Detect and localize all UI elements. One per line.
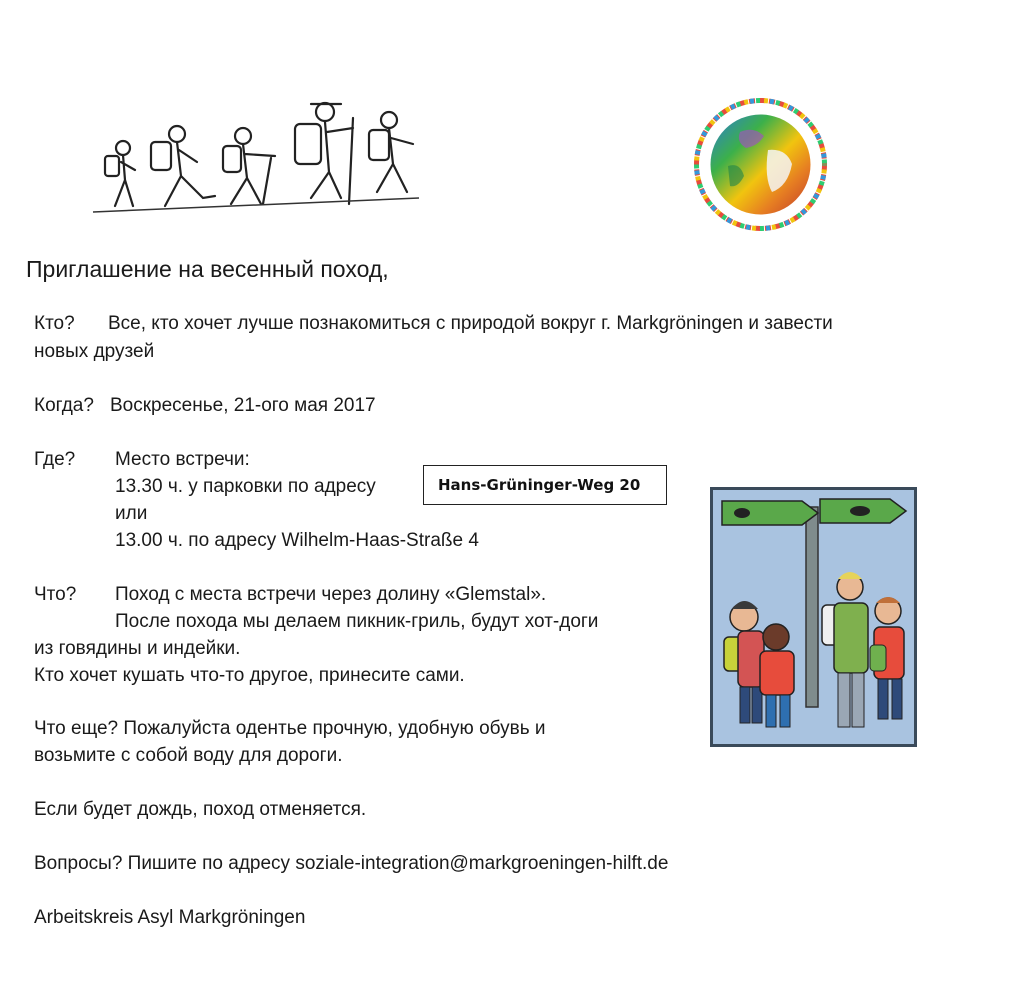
or-text: или <box>115 503 148 524</box>
where-label: Где? <box>34 449 76 470</box>
meeting-address-text: Hans-Grüninger-Weg 20 <box>438 476 641 494</box>
what-line-1: Поход с места встречи через долину «Glemstal». <box>115 584 547 605</box>
meeting-option-1: 13.30 ч. у парковки по адресу <box>115 476 376 497</box>
what-line-4: Кто хочет кушать что-то другое, принесите сами. <box>34 665 465 686</box>
what-line-3: из говядины и индейки. <box>34 638 241 659</box>
organization-name: Arbeitskreis Asyl Markgröningen <box>34 907 306 928</box>
meeting-option-2: 13.00 ч. по адресу Wilhelm-Haas-Straße 4 <box>115 530 479 551</box>
when-label: Когда? <box>34 395 94 416</box>
questions-contact: Вопросы? Пишите по адресу soziale-integration@markgroeningen-hilft.de <box>34 853 669 874</box>
meeting-point-heading: Место встречи: <box>115 449 250 470</box>
what-else-line-2: возьмите с собой воду для дороги. <box>34 745 343 766</box>
who-text-2: новых друзей <box>34 341 155 362</box>
who-text: Все, кто хочет лучше познакомиться с природой вокруг г. Markgröningen и завести <box>108 313 833 334</box>
what-line-2: После похода мы делаем пикник-гриль, будут хот-доги <box>115 611 599 632</box>
meeting-address-box <box>423 465 667 505</box>
who-label: Кто? <box>34 313 75 334</box>
what-label: Что? <box>34 584 77 605</box>
when-text: Воскресенье, 21-ого мая 2017 <box>110 395 376 416</box>
signpost-hikers-illustration <box>710 487 917 747</box>
globe-people-logo <box>688 92 833 237</box>
page-title: Приглашение на весенный поход, <box>26 256 389 282</box>
hikers-illustration <box>85 98 425 216</box>
what-else-line-1: Что еще? Пожалуйста одентье прочную, удобную обувь и <box>34 718 546 739</box>
rain-notice: Если будет дождь, поход отменяется. <box>34 799 367 820</box>
